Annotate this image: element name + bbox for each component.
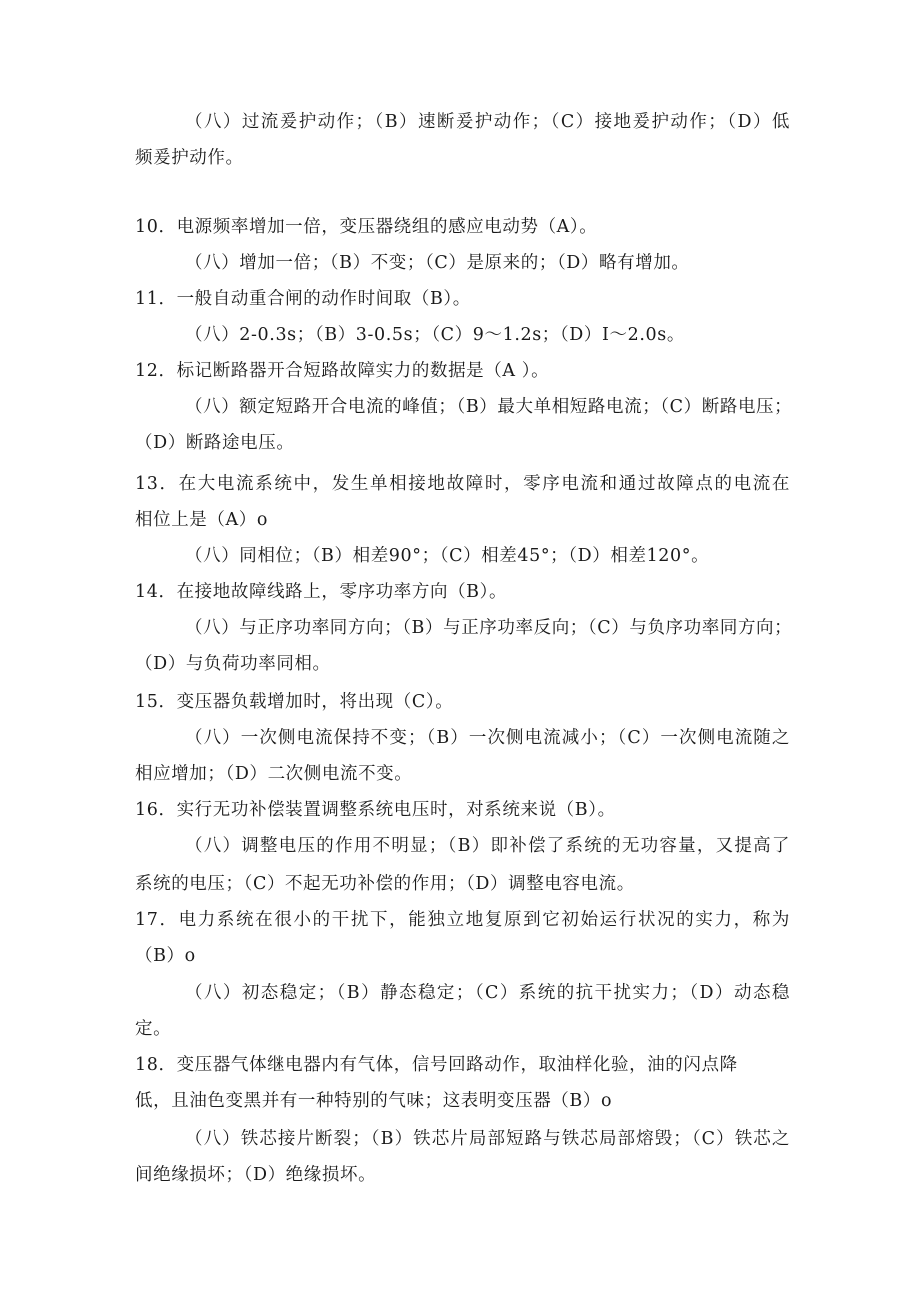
options-12: （八）额定短路开合电流的峰值；（B）最大单相短路电流；（C）断路电压； <box>185 397 793 417</box>
options-18: （八）铁芯接片断裂；（B）铁芯片局部短路与铁芯局部熔毁；（C）铁芯之 <box>185 1129 790 1149</box>
question-17-cont: （B）o <box>135 946 196 966</box>
question-14: 14．在接地故障线路上，零序功率方向（B）。 <box>135 582 508 602</box>
options-16: （八）调整电压的作用不明显；（B）即补偿了系统的无功容量，又提高了 <box>185 836 790 856</box>
question-13-cont: 相位上是（A）o <box>135 510 268 530</box>
question-11: 11．一般自动重合闸的动作时间取（B）。 <box>135 289 471 309</box>
question-18: 18．变压器气体继电器内有气体，信号回路动作，取油样化验，油的闪点降 <box>135 1055 738 1075</box>
question-15: 15．变压器负载增加时，将出现（C）。 <box>135 692 454 712</box>
options-13: （八）同相位；（B）相差90°；（C）相差45°；（D）相差120°。 <box>185 546 710 566</box>
options-18-cont: 间绝缘损坏；（D）绝缘损坏。 <box>135 1165 377 1185</box>
question-18-cont: 低，且油色变黑并有一种特别的气味；这表明变压器（B）o <box>135 1091 613 1111</box>
options-12-cont: （D）断路途电压。 <box>135 433 295 453</box>
options-11: （八）2-0.3s；（B）3-0.5s；（C）9～1.2s；（D）I～2.0s。 <box>185 325 685 345</box>
options-17: （八）初态稳定；（B）静态稳定；（C）系统的抗干扰实力；（D）动态稳 <box>185 983 790 1003</box>
options-10: （八）增加一倍；（B）不变；（C）是原来的；（D）略有增加。 <box>185 253 690 273</box>
options-14: （八）与正序功率同方向；（B）与正序功率反向；（C）与负序功率同方向； <box>185 618 793 638</box>
options-15: （八）一次侧电流保持不变；（B）一次侧电流减小；（C）一次侧电流随之 <box>185 728 790 748</box>
text-line: （八）过流爰护动作；（B）速断爰护动作；（C）接地爰护动作；（D）低 <box>185 112 790 132</box>
question-13: 13．在大电流系统中，发生单相接地故障时，零序电流和通过故障点的电流在 <box>135 474 790 494</box>
text-line: 频爰护动作。 <box>135 148 244 168</box>
options-17-cont: 定。 <box>135 1019 172 1039</box>
question-12: 12．标记断路器开合短路故障实力的数据是（A ）。 <box>135 361 550 381</box>
options-15-cont: 相应增加；（D）二次侧电流不变。 <box>135 764 413 784</box>
question-16: 16．实行无功补偿装置调整系统电压时，对系统来说（B）。 <box>135 800 616 820</box>
question-17: 17．电力系统在很小的干扰下，能独立地复原到它初始运行状况的实力，称为 <box>135 910 790 930</box>
options-16-cont: 系统的电压；（C）不起无功补偿的作用；（D）调整电容电流。 <box>135 874 635 894</box>
options-14-cont: （D）与负荷功率同相。 <box>135 654 331 674</box>
question-10: 10．电源频率增加一倍，变压器绕组的感应电动势（A）。 <box>135 217 598 237</box>
